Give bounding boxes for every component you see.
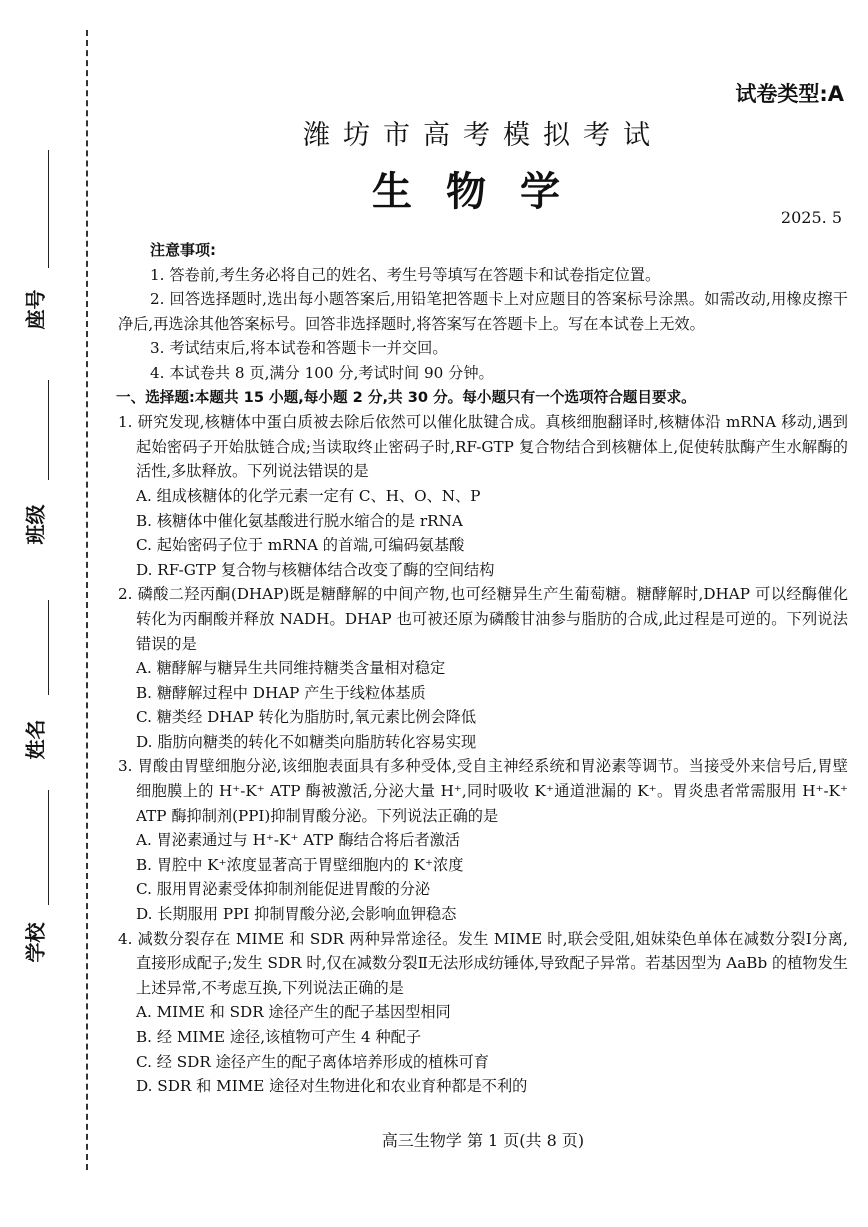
seat-number-field	[14, 150, 54, 380]
class-field	[14, 380, 54, 580]
question-stem: 2. 磷酸二羟丙酮(DHAP)既是糖酵解的中间产物,也可经糖异生产生葡萄糖。糖酵解时,DHAP 可以经酶催化转化为丙酮酸并释放 NADH。DHAP 也可被还原为磷酸甘油参与脂肪的合成,此过程是可逆的。下列说法错误的是	[118, 585, 848, 653]
subject-title: 生物学	[372, 168, 594, 215]
option-b[interactable]: B. 胃腔中 K⁺浓度显著高于胃壁细胞内的 K⁺浓度	[136, 855, 464, 874]
option-a[interactable]: A. MIME 和 SDR 途径产生的配子基因型相同	[136, 1003, 451, 1022]
binding-margin	[0, 0, 92, 1227]
question-stem: 4. 减数分裂存在 MIME 和 SDR 两种异常途径。发生 MIME 时,联会受阻,姐妹染色单体在减数分裂Ⅰ分离,直接形成配子;发生 SDR 时,仅在减数分裂Ⅱ无法形成纺锤体,导致配子异常。若基因型为 AaBb 的植物发生上述异常,不考虑互换,下列说法正确的是	[118, 929, 848, 997]
option-b[interactable]: B. 核糖体中催化氨基酸进行脱水缩合的是 rRNA	[136, 511, 463, 530]
option-c[interactable]: C. 服用胃泌素受体抑制剂能促进胃酸的分泌	[136, 880, 431, 899]
exam-date: 2025. 5	[780, 208, 842, 227]
seat-number-label: 座号	[23, 289, 48, 330]
option-a[interactable]: A. 糖酵解与糖异生共同维持糖类含量相对稳定	[136, 659, 446, 678]
school-label: 学校	[23, 922, 48, 963]
option-a[interactable]: A. 胃泌素通过与 H⁺-K⁺ ATP 酶结合将后者激活	[136, 831, 460, 850]
option-d[interactable]: D. RF-GTP 复合物与核糖体结合改变了酶的空间结构	[136, 560, 495, 579]
class-blank[interactable]	[48, 380, 49, 480]
section-title: 一、选择题:本题共 15 小题,每小题 2 分,共 30 分。每小题只有一个选项符合题目要求。	[116, 388, 696, 406]
option-b[interactable]: B. 经 MIME 途径,该植物可产生 4 种配子	[136, 1028, 422, 1046]
option-c[interactable]: C. 起始密码子位于 mRNA 的首端,可编码氨基酸	[136, 536, 465, 555]
exam-content	[118, 238, 848, 1099]
notice-item: 3. 考试结束后,将本试卷和答题卡一并交回。	[150, 339, 448, 358]
question-2	[118, 582, 848, 754]
option-d[interactable]: D. SDR 和 MIME 途径对生物进化和农业育种都是不利的	[136, 1077, 528, 1096]
notice-item: 1. 答卷前,考生务必将自己的姓名、考生号等填写在答题卡和试卷指定位置。	[150, 265, 661, 284]
question-stem: 1. 研究发现,核糖体中蛋白质被去除后依然可以催化肽键合成。真核细胞翻译时,核糖体沿 mRNA 移动,遇到起始密码子开始肽链合成;当读取终止密码子时,RF-GTP 复合物结合到核糖体上,促使转肽酶产生水解酶的活性,多肽释放。下列说法错误的是	[118, 413, 848, 481]
question-3	[118, 754, 848, 926]
notice-item: 2. 回答选择题时,选出每小题答案后,用铅笔把答题卡上对应题目的答案标号涂黑。如需改动,用橡皮擦干净后,再选涂其他答案标号。回答非选择题时,将答案写在答题卡上。写在本试卷上无效。	[118, 290, 848, 333]
notice-item: 4. 本试卷共 8 页,满分 100 分,考试时间 90 分钟。	[150, 363, 494, 382]
option-d[interactable]: D. 脂肪向糖类的转化不如糖类向脂肪转化容易实现	[136, 732, 477, 751]
name-label: 姓名	[23, 719, 48, 760]
seat-number-blank[interactable]	[48, 150, 49, 268]
exam-page	[118, 0, 848, 1227]
class-label: 班级	[23, 504, 48, 545]
paper-type: 试卷类型:A	[735, 82, 844, 106]
option-c[interactable]: C. 糖类经 DHAP 转化为脂肪时,氧元素比例会降低	[136, 708, 477, 727]
name-field	[14, 600, 54, 800]
option-a[interactable]: A. 组成核糖体的化学元素一定有 C、H、O、N、P	[136, 486, 481, 505]
option-c[interactable]: C. 经 SDR 途径产生的配子离体培养形成的植株可育	[136, 1052, 489, 1071]
school-blank[interactable]	[48, 790, 49, 905]
page-footer: 高三生物学 第 1 页(共 8 页)	[381, 1131, 585, 1150]
option-b[interactable]: B. 糖酵解过程中 DHAP 产生于线粒体基质	[136, 683, 426, 702]
question-1	[118, 410, 848, 582]
notice-heading: 注意事项:	[150, 241, 216, 259]
option-d[interactable]: D. 长期服用 PPI 抑制胃酸分泌,会影响血钾稳态	[136, 905, 457, 924]
school-field	[14, 790, 54, 990]
name-blank[interactable]	[48, 600, 49, 695]
cut-line	[86, 30, 88, 1170]
question-4	[118, 927, 848, 1099]
question-stem: 3. 胃酸由胃壁细胞分泌,该细胞表面具有多种受体,受自主神经系统和胃泌素等调节。当接受外来信号后,胃壁细胞膜上的 H⁺-K⁺ ATP 酶被激活,分泌大量 H⁺,同时吸收 K⁺通道泄漏的 K⁺。胃炎患者常需服用 H⁺-K⁺ ATP 酶抑制剂(PPI)抑制胃酸分泌。下列说法正确的是	[118, 757, 848, 825]
exam-name: 潍坊市高考模拟考试	[303, 120, 663, 151]
